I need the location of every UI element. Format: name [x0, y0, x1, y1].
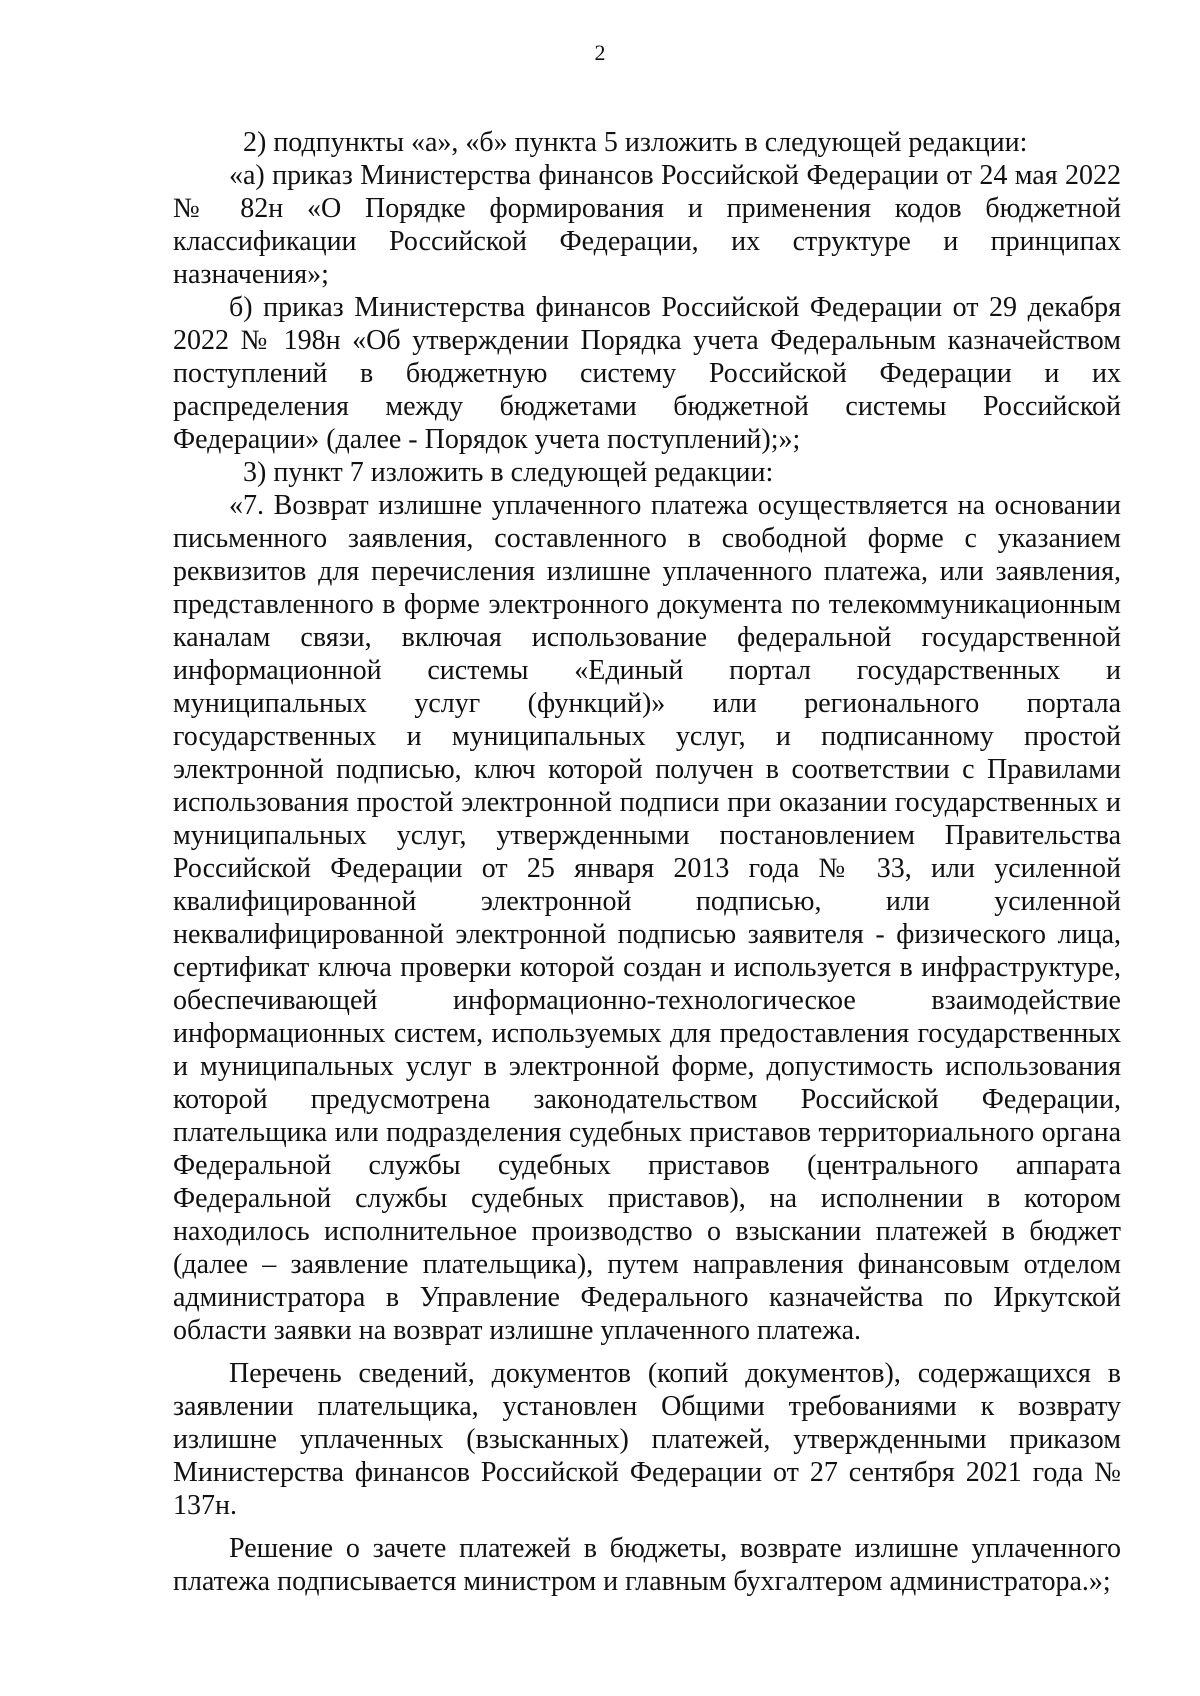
document-body	[173, 126, 1121, 1598]
paragraph-documents-list: Перечень сведений, документов (копий документов), содержащихся в заявлении плательщика, установлен Общими требованиями к возврату излишне уплаченных (взысканных) платежей, утвержденными приказом Министерства финансов Российской Федерации от 27 сентября 2021 года № 137н.	[173, 1358, 1121, 1521]
paragraph-subitem-b: б) приказ Министерства финансов Российской Федерации от 29 декабря 2022 № 198н «Об утверждении Порядка учета Федеральным казначейством поступлений в бюджетную систему Российской Федерации и их распределения между бюджетами бюджетной системы Российской Федерации» (далее - Порядок учета поступлений);»;	[173, 292, 1121, 455]
paragraph-decision: Решение о зачете платежей в бюджеты, возврате излишне уплаченного платежа подписывается министром и главным бухгалтером администратора.»;	[173, 1533, 1121, 1597]
page-number: 2	[594, 40, 606, 65]
paragraph-item-2-heading: 2) подпункты «а», «б» пункта 5 изложить в следующей редакции:	[243, 127, 1028, 158]
paragraph-subitem-a: «а) приказ Министерства финансов Российской Федерации от 24 мая 2022 № 82н «О Порядке формирования и применения кодов бюджетной классификации Российской Федерации, их структуре и принципах назначения»;	[173, 160, 1121, 290]
paragraph-item-3-heading: 3) пункт 7 изложить в следующей редакции:	[243, 457, 774, 488]
paragraph-clause-7: «7. Возврат излишне уплаченного платежа осуществляется на основании письменного заявления, составленного в свободной форме с указанием реквизитов для перечисления излишне уплаченного платежа, или заявления, представленного в форме электронного документа по телекоммуникационным каналам связи, включая использование федеральной государственной информационной системы «Единый портал государственных и муниципальных услуг (функций)» или регионального портала государственных и муниципальных услуг, и подписанному простой электронной подписью, ключ которой получен в соответствии с Правилами использования простой электронной подписи при оказании государственных и муниципальных услуг, утвержденными постановлением Правительства Российской Федерации от 25 января 2013 года № 33, или усиленной квалифицированной электронной подписью, или усиленной неквалифицированной электронной подписью заявителя - физического лица, сертификат ключа проверки которой создан и используется в инфраструктуре, обеспечивающей информационно-технологическое взаимодействие информационных систем, используемых для предоставления государственных и муниципальных услуг в электронной форме, допустимость использования которой предусмотрена законодательством Российской Федерации, плательщика или подразделения судебных приставов территориального органа Федеральной службы судебных приставов (центрального аппарата Федеральной службы судебных приставов), на исполнении в котором находилось исполнительное производство о взыскании платежей в бюджет (далее – заявление плательщика), путем направления финансовым отделом администратора в Управление Федерального казначейства по Иркутской области заявки на возврат излишне уплаченного платежа.	[173, 490, 1121, 1346]
